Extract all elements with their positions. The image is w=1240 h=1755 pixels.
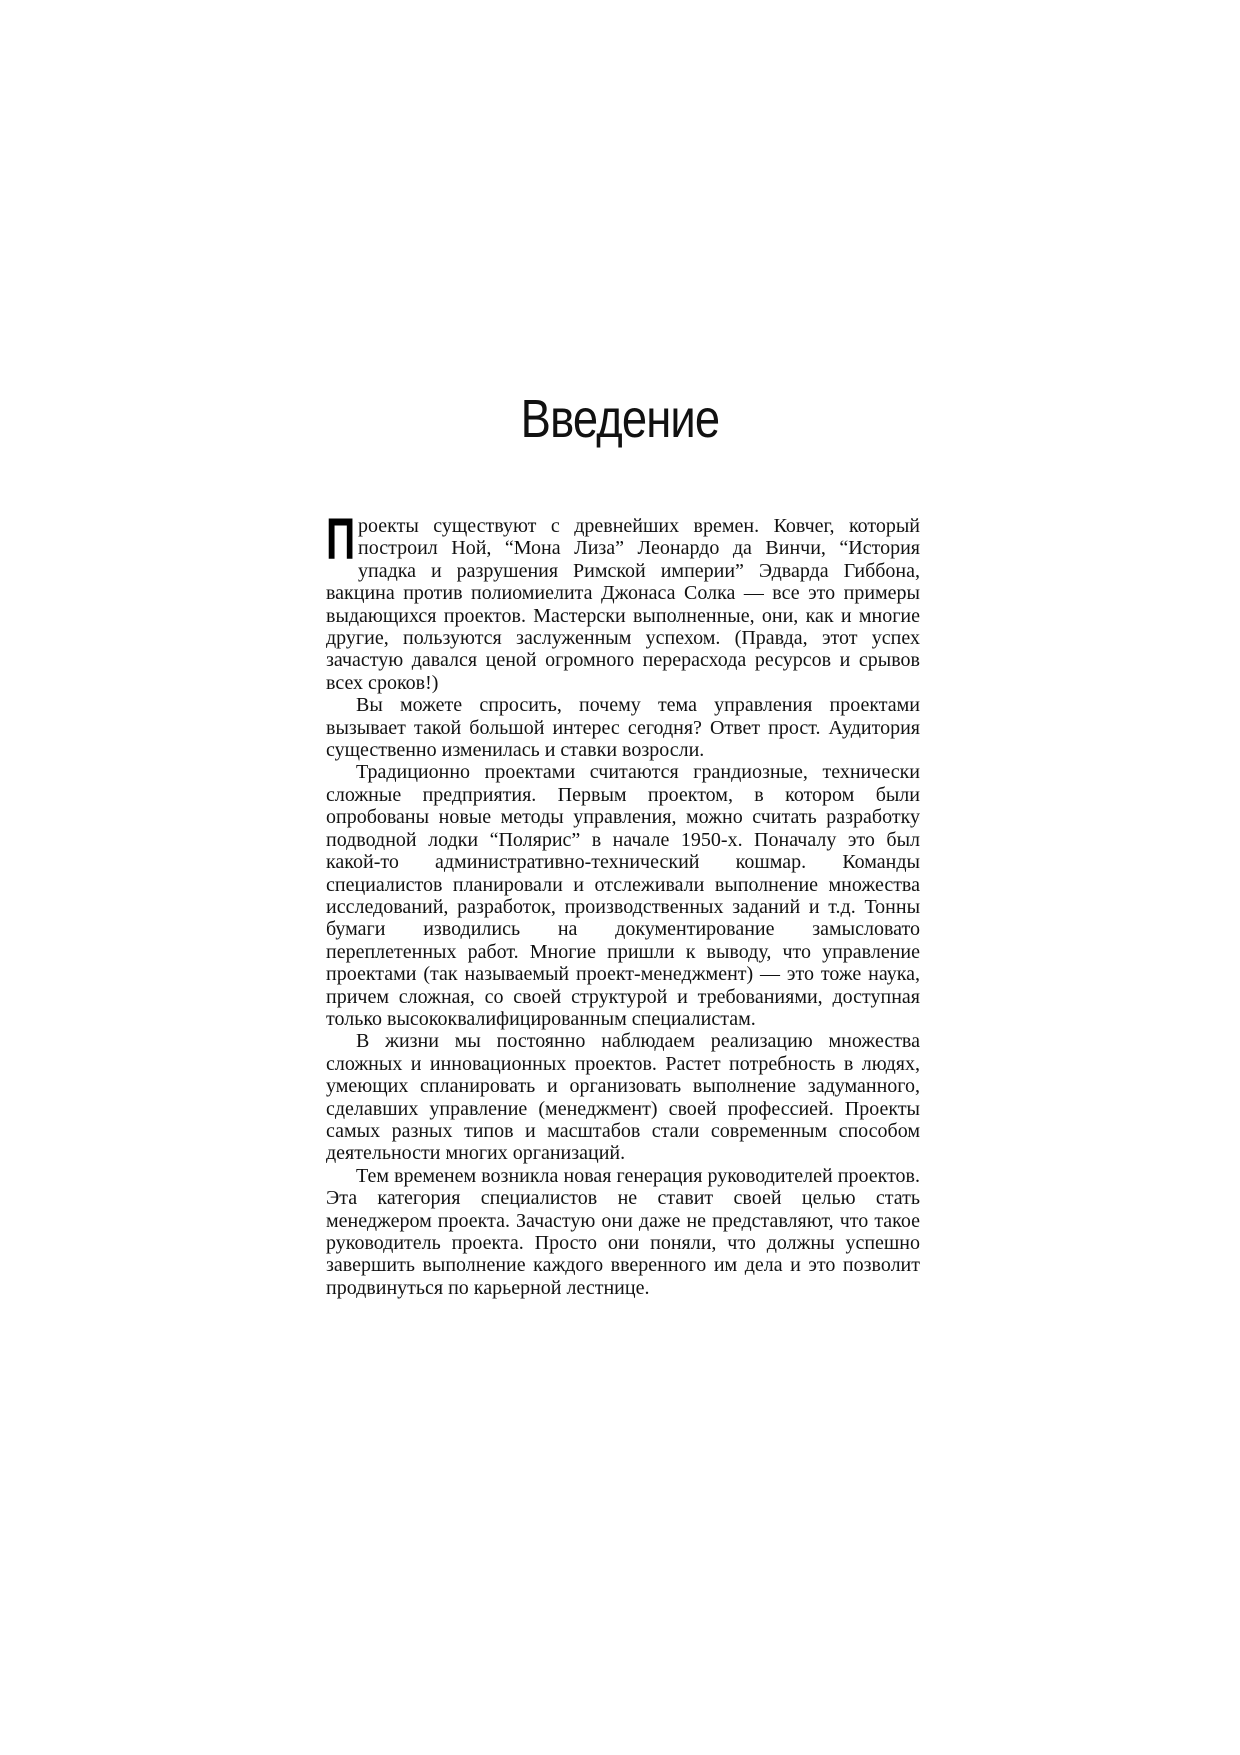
chapter-title: Введение: [520, 389, 720, 449]
paragraph: В жизни мы постоянно наблюдаем реализацию множества сложных и инновационных проектов. Растет потребность в людях, умеющих спланировать и организовать выполнение задуманного, сделавших управление (менеджмент) своей профессией. Проекты самых разных типов и масштабов стали современным способом деятельности многих организаций.: [326, 1030, 920, 1165]
paragraph-intro: [326, 507, 920, 694]
paragraph: Тем временем возникла новая генерация руководителей проектов. Эта категория специалистов не ставит своей целью стать менеджером проекта. Зачастую они даже не представляют, что такое руководитель проекта. Просто они поняли, что должны успешно завершить выполнение каждого вверенного им дела и это позволит продвинуться по карьерной лестнице.: [326, 1164, 920, 1299]
paragraph: Вы можете спросить, почему тема управления проектами вызывает такой большой интерес сегодня? Ответ прост. Аудитория существенно изменилась и ставки возросли.: [326, 694, 920, 762]
intro-text: роекты существуют с древнейших времен. Ковчег, который построил Ной, “Мона Лиза” Леонардо да Винчи, “История упадка и разрушения Римской империи” Эдварда Гиббона, вакцина против полиомиелита Джонаса Солка — все это примеры выдающихся проектов. Мастерски выполненные, они, как и многие другие, пользуются заслуженным успехом. (Правда, этот успех зачастую давался ценой огромного перерасхода ресурсов и срывов всех сроков!): [326, 515, 920, 694]
body-text: [326, 507, 920, 1299]
drop-cap: П: [326, 507, 356, 572]
paragraph: Традиционно проектами считаются грандиозные, технически сложные предприятия. Первым проектом, в котором были опробованы новые методы управления, можно считать разработку подводной лодки “Полярис” в начале 1950-х. Поначалу это был какой-то административно-технический кошмар. Команды специалистов планировали и отслеживали выполнение множества исследований, разработок, производственных заданий и т.д. Тонны бумаги изводились на документирование замысловато переплетенных работ. Многие пришли к выводу, что управление проектами (так называемый проект-менеджмент) — это тоже наука, причем сложная, со своей структурой и требованиями, доступная только высококвалифицированным специалистам.: [326, 761, 920, 1030]
